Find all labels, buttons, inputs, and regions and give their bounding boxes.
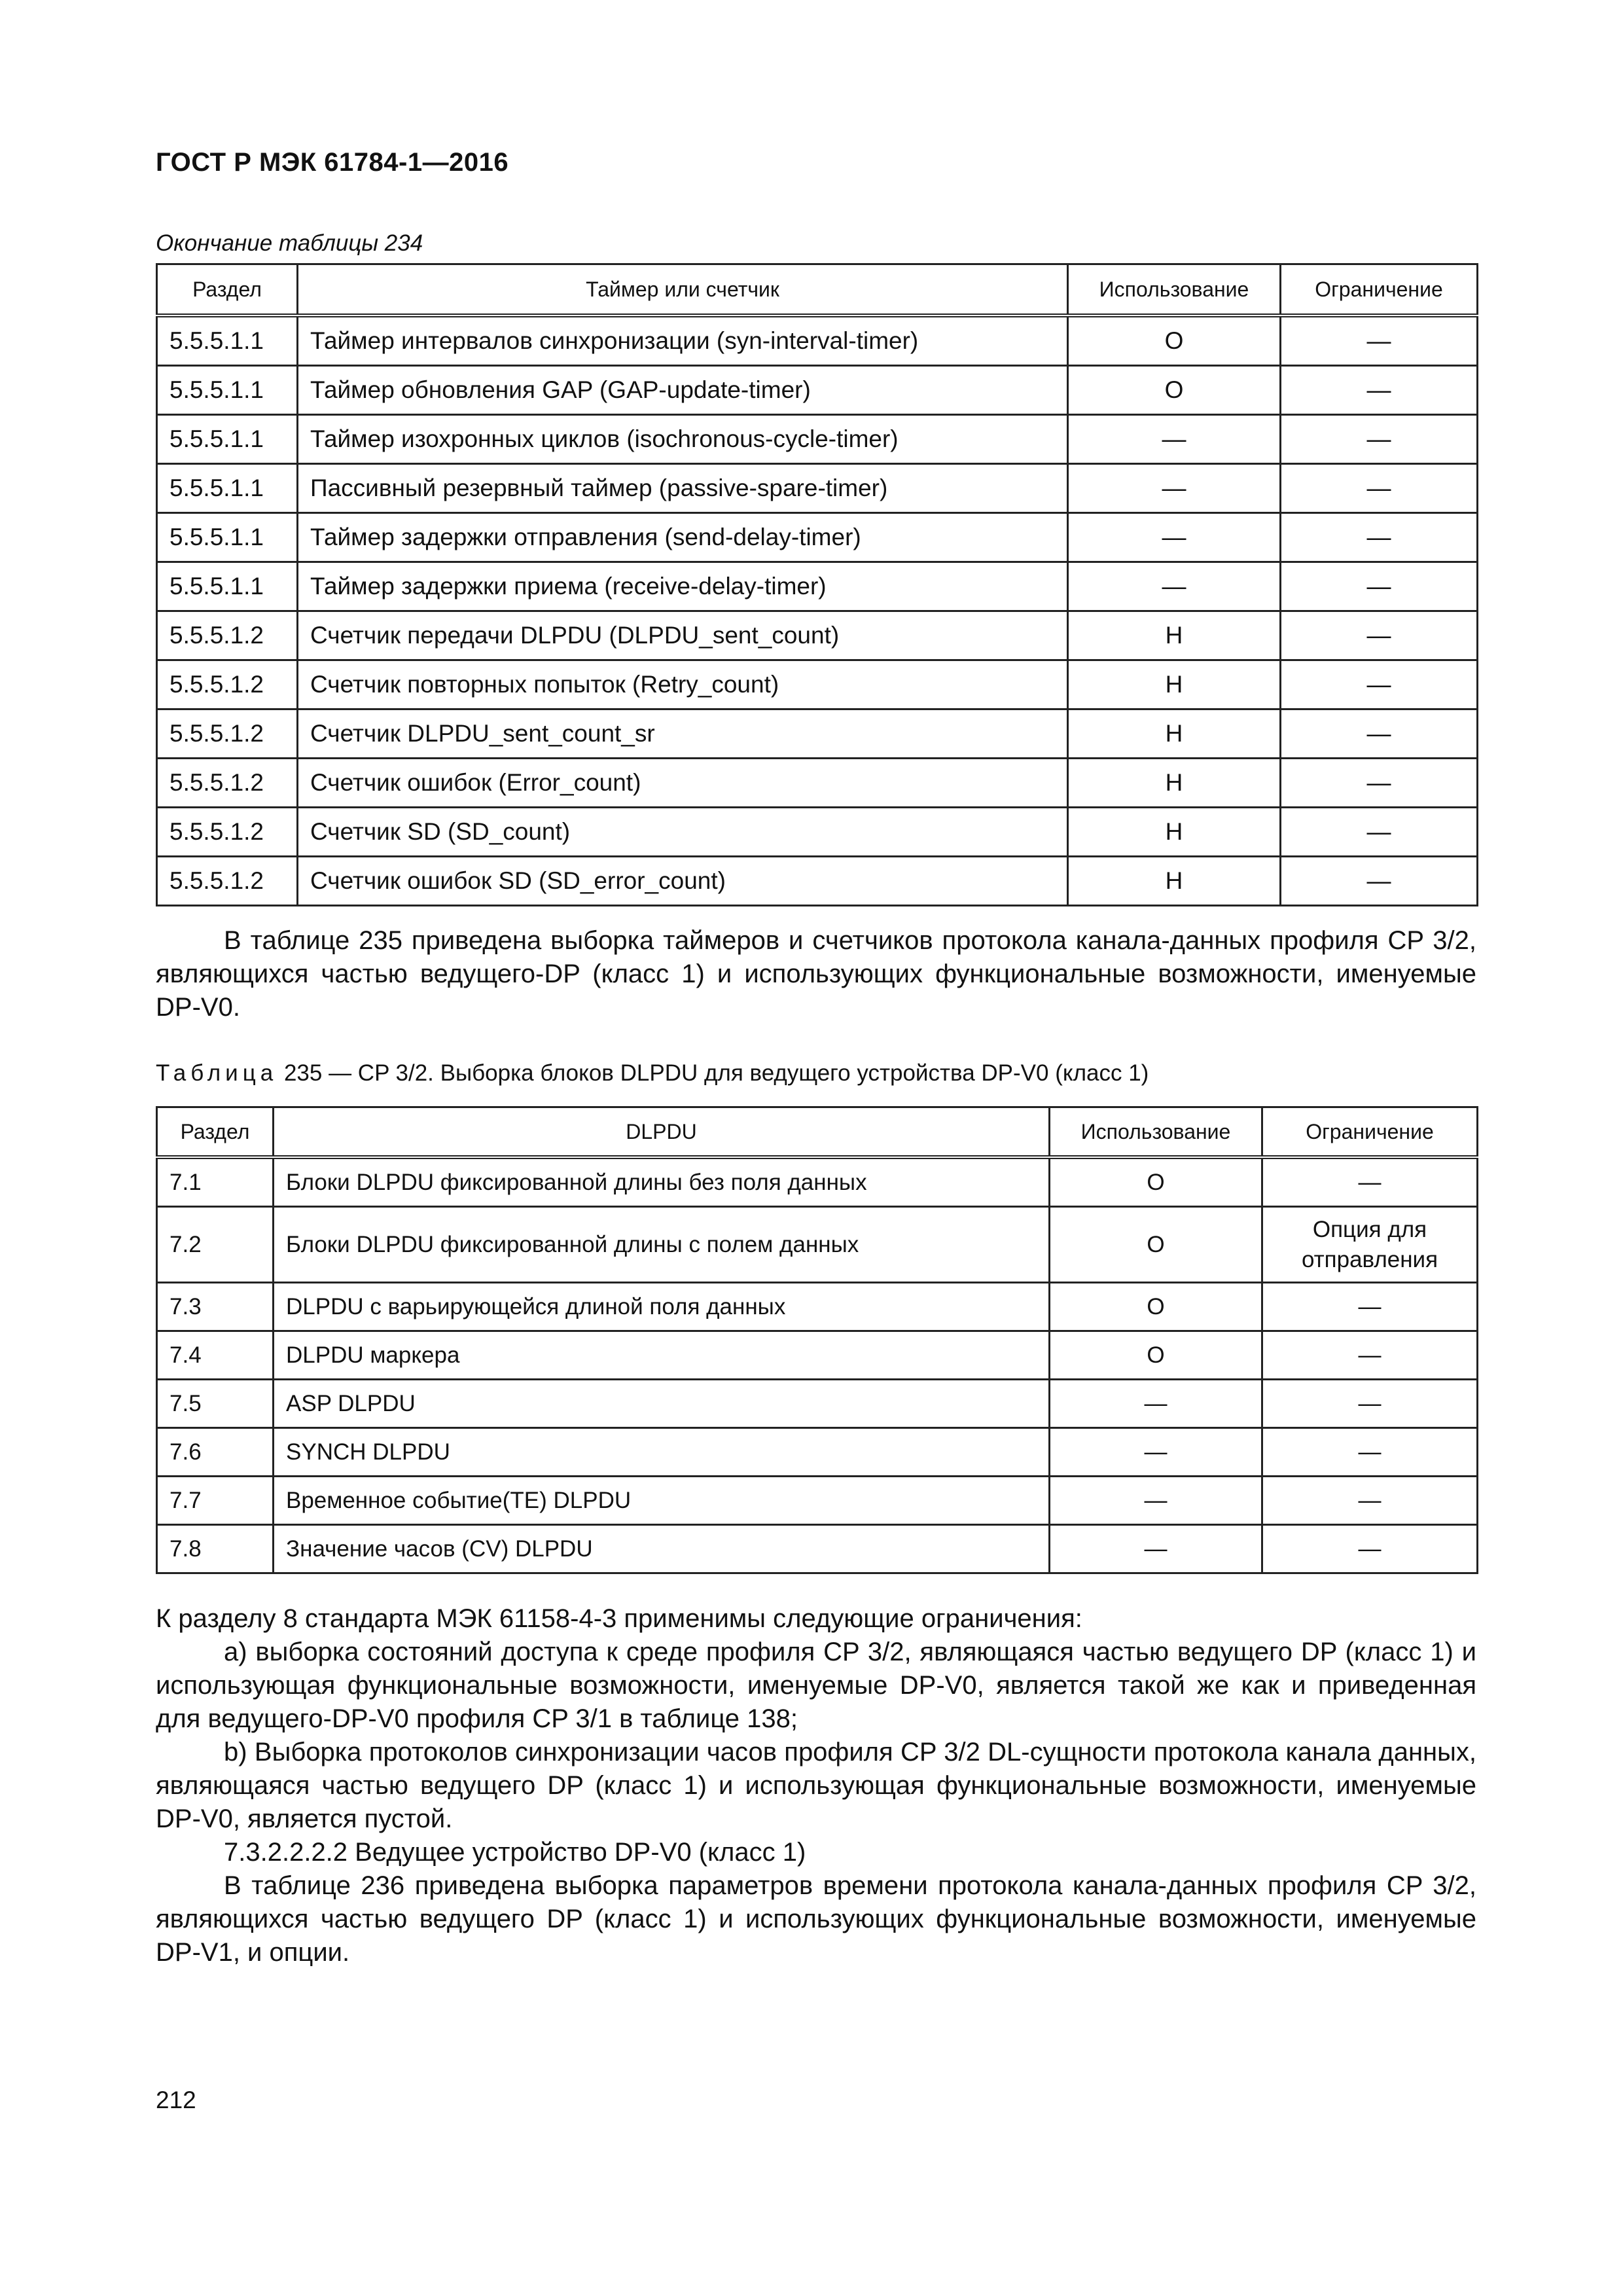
table-cell: — <box>1281 808 1478 857</box>
table-cell: — <box>1050 1525 1262 1573</box>
table-cell: Счетчик DLPDU_sent_count_sr <box>298 709 1068 759</box>
table-cell: Таймер интервалов синхронизации (syn-interval-timer) <box>298 315 1068 366</box>
table-cell: — <box>1262 1525 1478 1573</box>
paragraph-text: В таблице 236 приведена выборка параметров времени протокола канала-данных профиля CP 3/2, являющихся частью ведущего DP (класс 1) и использующих функциональные возможности, именуемые DP-V1, и опции. <box>156 1871 1476 1967</box>
table-cell: 5.5.5.1.2 <box>157 857 298 906</box>
table-cell: — <box>1281 366 1478 415</box>
column-header: Ограничение <box>1262 1107 1478 1158</box>
table-cell: O <box>1050 1207 1262 1283</box>
table-cell: — <box>1262 1283 1478 1331</box>
table-cell: Блоки DLPDU фиксированной длины с полем данных <box>274 1207 1050 1283</box>
table-cell: — <box>1068 562 1281 611</box>
list-item-b: b) Выборка протоколов синхронизации часов профиля CP 3/2 DL-сущности протокола канала данных, являющаяся частью ведущего DP (класс 1) и использующая функциональные возможности, именуемые DP-V0, является пустой. <box>156 1738 1476 1833</box>
table-cell: 5.5.5.1.1 <box>157 562 298 611</box>
table-cell: DLPDU с варьирующейся длиной поля данных <box>274 1283 1050 1331</box>
table-cell: 5.5.5.1.2 <box>157 709 298 759</box>
table-row <box>157 709 1478 759</box>
table-cell: — <box>1281 315 1478 366</box>
table-cell: SYNCH DLPDU <box>274 1428 1050 1477</box>
table-cell: — <box>1281 513 1478 562</box>
table-cell: — <box>1281 660 1478 709</box>
table-cell: 5.5.5.1.2 <box>157 611 298 660</box>
table-row <box>157 1157 1478 1207</box>
table-cell: H <box>1068 611 1281 660</box>
table-caption-text: 235 — CP 3/2. Выборка блоков DLPDU для ведущего устройства DP-V0 (класс 1) <box>277 1060 1149 1086</box>
table-cell: H <box>1068 660 1281 709</box>
table-cell: 7.2 <box>157 1207 274 1283</box>
table-cell: — <box>1068 464 1281 513</box>
table-cell: Счетчик передачи DLPDU (DLPDU_sent_count) <box>298 611 1068 660</box>
table-cell: — <box>1262 1331 1478 1380</box>
table-234-continuation-caption: Окончание таблицы 234 <box>156 230 423 256</box>
table-cell: 7.6 <box>157 1428 274 1477</box>
table-cell: O <box>1050 1157 1262 1207</box>
table-cell: H <box>1068 759 1281 808</box>
table-row <box>157 464 1478 513</box>
table-cell: — <box>1262 1477 1478 1525</box>
table-row <box>157 1283 1478 1331</box>
table-cell: — <box>1262 1428 1478 1477</box>
table-caption-prefix: Таблица <box>156 1060 278 1086</box>
table-row <box>157 611 1478 660</box>
table-row <box>157 1477 1478 1525</box>
table-cell: DLPDU маркера <box>274 1331 1050 1380</box>
table-cell: — <box>1281 415 1478 464</box>
table-cell: ASP DLPDU <box>274 1380 1050 1428</box>
table-cell: Таймер обновления GAP (GAP-update-timer) <box>298 366 1068 415</box>
table-cell: 5.5.5.1.1 <box>157 366 298 415</box>
table-cell: H <box>1068 857 1281 906</box>
table-cell: — <box>1281 611 1478 660</box>
table-cell: O <box>1068 315 1281 366</box>
table-cell: Счетчик ошибок (Error_count) <box>298 759 1068 808</box>
table-cell: — <box>1068 415 1281 464</box>
table-cell: Значение часов (CV) DLPDU <box>274 1525 1050 1573</box>
page-number: 212 <box>156 2087 196 2113</box>
table-cell: Пассивный резервный таймер (passive-spare-timer) <box>298 464 1068 513</box>
table-cell: Счетчик повторных попыток (Retry_count) <box>298 660 1068 709</box>
table-cell: — <box>1068 513 1281 562</box>
document-header: ГОСТ Р МЭК 61784-1—2016 <box>156 148 509 177</box>
column-header: Раздел <box>157 1107 274 1158</box>
table-cell: — <box>1281 562 1478 611</box>
table-cell: — <box>1281 709 1478 759</box>
table-cell: — <box>1281 857 1478 906</box>
table-row <box>157 857 1478 906</box>
table-cell: Блоки DLPDU фиксированной длины без поля данных <box>274 1157 1050 1207</box>
column-header: DLPDU <box>274 1107 1050 1158</box>
paragraph-intro: К разделу 8 стандарта МЭК 61158-4-3 применимы следующие ограничения: <box>156 1604 1082 1633</box>
table-cell: O <box>1050 1283 1262 1331</box>
table-cell: — <box>1262 1157 1478 1207</box>
table-cell: H <box>1068 709 1281 759</box>
column-header: Использование <box>1068 264 1281 316</box>
table-row <box>157 366 1478 415</box>
table-row <box>157 513 1478 562</box>
table-row <box>157 1428 1478 1477</box>
table-row <box>157 759 1478 808</box>
table-234 <box>156 263 1478 906</box>
table-header-row <box>157 264 1478 316</box>
table-cell: H <box>1068 808 1281 857</box>
table-cell: — <box>1050 1380 1262 1428</box>
table-row <box>157 808 1478 857</box>
body-paragraph-2 <box>156 1602 1476 1969</box>
table-row <box>157 315 1478 366</box>
table-cell: 5.5.5.1.1 <box>157 315 298 366</box>
section-heading: 7.3.2.2.2.2 Ведущее устройство DP-V0 (класс 1) <box>224 1838 806 1867</box>
column-header: Использование <box>1050 1107 1262 1158</box>
table-row <box>157 1380 1478 1428</box>
column-header: Таймер или счетчик <box>298 264 1068 316</box>
table-row <box>157 1207 1478 1283</box>
table-cell: Временное событие(TE) DLPDU <box>274 1477 1050 1525</box>
table-235-caption <box>156 1060 1149 1086</box>
column-header: Ограничение <box>1281 264 1478 316</box>
table-cell: 7.7 <box>157 1477 274 1525</box>
table-cell: 7.1 <box>157 1157 274 1207</box>
table-cell: Счетчик ошибок SD (SD_error_count) <box>298 857 1068 906</box>
table-cell: Таймер изохронных циклов (isochronous-cycle-timer) <box>298 415 1068 464</box>
table-cell: — <box>1262 1380 1478 1428</box>
table-235 <box>156 1106 1478 1574</box>
table-row <box>157 415 1478 464</box>
table-cell: 7.4 <box>157 1331 274 1380</box>
table-cell: 7.3 <box>157 1283 274 1331</box>
table-cell: 5.5.5.1.2 <box>157 808 298 857</box>
table-cell: 5.5.5.1.1 <box>157 513 298 562</box>
table-cell: Таймер задержки отправления (send-delay-timer) <box>298 513 1068 562</box>
table-cell: — <box>1050 1477 1262 1525</box>
table-row <box>157 660 1478 709</box>
table-cell: O <box>1050 1331 1262 1380</box>
table-cell: 7.5 <box>157 1380 274 1428</box>
body-paragraph-1 <box>156 924 1476 1024</box>
table-cell: Таймер задержки приема (receive-delay-timer) <box>298 562 1068 611</box>
table-cell: — <box>1050 1428 1262 1477</box>
table-row <box>157 1525 1478 1573</box>
list-item-a: а) выборка состояний доступа к среде профиля CP 3/2, являющаяся частью ведущего DP (класс 1) и использующая функциональные возможности, именуемые DP-V0, является такой же как и приведенная для ведущего-DP-V0 профиля CP 3/1 в таблице 138; <box>156 1638 1476 1733</box>
table-cell: — <box>1281 464 1478 513</box>
table-cell: Счетчик SD (SD_count) <box>298 808 1068 857</box>
table-row <box>157 1331 1478 1380</box>
table-cell: 5.5.5.1.1 <box>157 415 298 464</box>
table-cell: 5.5.5.1.1 <box>157 464 298 513</box>
table-cell: 5.5.5.1.2 <box>157 759 298 808</box>
table-cell: 5.5.5.1.2 <box>157 660 298 709</box>
table-row <box>157 562 1478 611</box>
table-cell: — <box>1281 759 1478 808</box>
column-header: Раздел <box>157 264 298 316</box>
paragraph-text: В таблице 235 приведена выборка таймеров и счетчиков протокола канала-данных профиля CP 3/2, являющихся частью ведущего-DP (класс 1) и использующих функциональные возможности, именуемые DP-V0. <box>156 926 1476 1022</box>
table-cell: 7.8 <box>157 1525 274 1573</box>
table-cell: Опция для отправления <box>1262 1207 1478 1283</box>
table-cell: O <box>1068 366 1281 415</box>
table-header-row <box>157 1107 1478 1158</box>
